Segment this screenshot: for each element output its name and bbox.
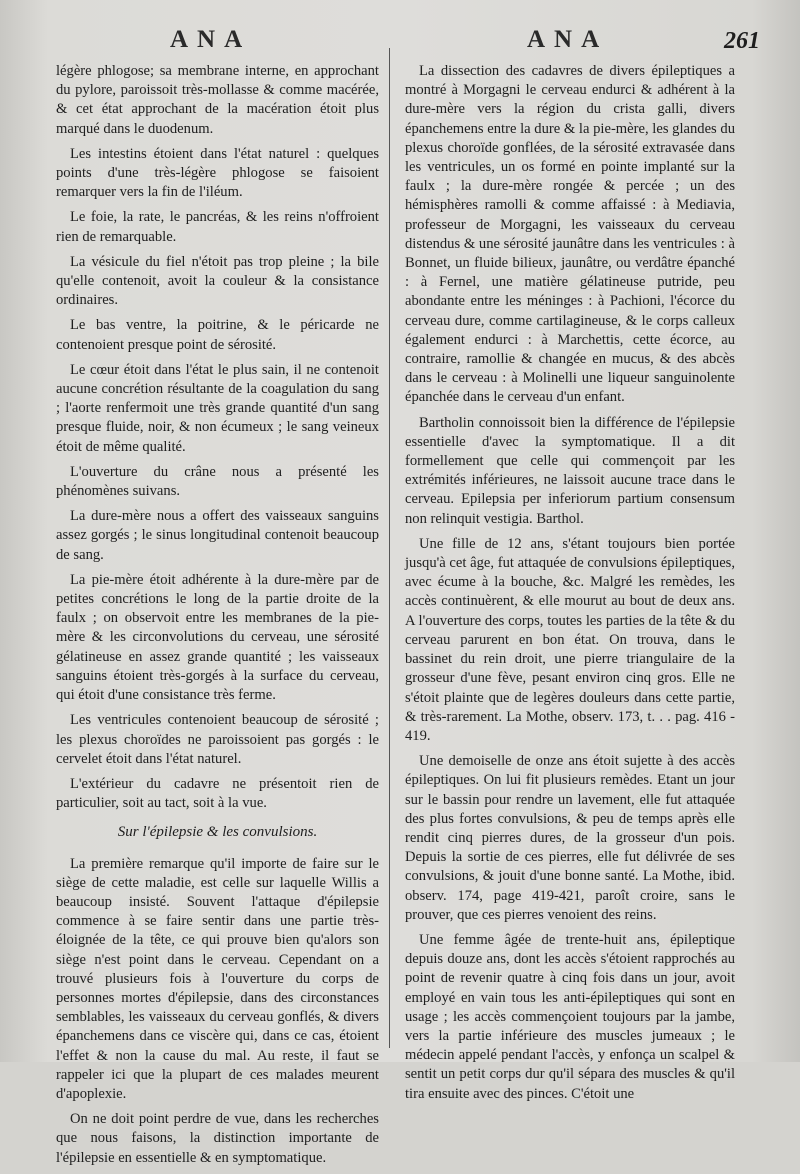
paragraph: Le foie, la rate, le pancréas, & les reins n'offroient rien de remarquable. — [56, 209, 379, 245]
page-number: 261 — [724, 28, 760, 54]
column-divider — [389, 48, 390, 1048]
paragraph: L'extérieur du cadavre ne présentoit rien de particulier, soit au tact, soit à la vue. — [56, 775, 379, 812]
paragraph: Bartholin connoissoit bien la différence de l'épilepsie essentielle d'avec la symptomatique. Il a dit formellement que celle qui commençoit par les extrémités inférieures, ne laissoit aucune trace dans le cerveau. Epilepsia per inferiorum partium consensum non relinquit vestigia. Barthol. — [405, 414, 735, 527]
running-head-left: ANA — [170, 26, 252, 53]
paragraph: Les intestins étoient dans l'état naturel : quelques points d'une très-légère phlogose se faisoient remarquer vers la fin de l'iléum. — [56, 145, 379, 201]
paragraph: légère phlogose; sa membrane interne, en approchant du pylore, paroissoit très-mollasse & comme macérée, & cet état approchant de la macération étoit plus marqué dans le duodenum. — [56, 63, 379, 137]
paragraph: L'ouverture du crâne nous a présenté les phénomènes suivans. — [56, 463, 379, 500]
paragraph: Les ventricules contenoient beaucoup de sérosité ; les plexus choroïdes ne paroissoient pas gorgés : le cervelet étoit dans l'état naturel. — [56, 712, 379, 767]
paragraph: Le cœur étoit dans l'état le plus sain, il ne contenoit aucune concrétion résultante de la coagulation du sang ; l'aorte renfermoit une très grande quantité d'un sang presque fluide, noir, & non écumeux ; le sang veineux étoit de même qualité. — [56, 361, 379, 455]
left-column — [56, 62, 379, 1174]
paragraph: Une femme âgée de trente-huit ans, épileptique depuis douze ans, dont les accès s'étoient rapprochés au point de revenir quatre à cinq fois dans un jour, avoit employé en vain tous les anti-épileptiques qui sont en usage ; les accès commençoient toujours par la jambe, vers la partie inférieure des muscles jumeaux ; le médecin appelé pendant l'accès, y enfonça un scalpel & sentit un petit corps dur qu'il sépara des muscles & qu'il tira ensuite avec des pinces. C'étoit une — [405, 931, 735, 1102]
paragraph: Une fille de 12 ans, s'étant toujours bien portée jusqu'à cet âge, fut attaquée de convulsions épileptiques, avec écume à la bouche, &c. Malgré les remèdes, les accès continuèrent, & elle mourut au bout de deux ans. A l'ouverture des corps, toutes les parties de la tête & du cerveau parurent en bon état. On trouva, dans le bassinet du rein droit, une pierre triangulaire de la grosseur d'une fève, pesant environ cinq gros. Elle ne s'étoit plainte que de legères douleurs dans cette partie, & très-rarement. La Mothe, observ. 173, t. . . pag. 416 - 419. — [405, 535, 735, 744]
paragraph: On ne doit point perdre de vue, dans les recherches que nous faisons, la distinction importante de l'épilepsie en essentielle & en symptomatique. — [56, 1111, 379, 1166]
paragraph: La dissection des cadavres de divers épileptiques a montré à Morgagni le cerveau endurci & adhérent à la dure-mère vers la région du crista galli, divers épanchemens entre la dure & la pie-mère, les glandes du plexus choroïde gonflées, de la sérosité extravasée dans les ventricules, un os formé en pointe implanté sur la faulx ; la dure-mère rongée & percée ; un des hémisphères ramolli & comme affaissé : à Mediavia, professeur de Morgagni, les vaisseaux du cerveau distendus & une sérosité jaunâtre dans les ventricules : à Bonnet, un fluide bilieux, jaunâtre, ou verdâtre épanché : à Fernel, une matière gélatineuse putride, peu abondante entre les méninges : à Pachioni, l'écorce du cerveau dure, comme cartilagineuse, & le corps calleux également endurci : à Marchettis, cette écorce, au contraire, ramollie & changée en mucus, & des abcès dans le cerveau : à Molinelli une liqueur sanguinolente épanchée dans le cerveau d'un enfant. — [405, 63, 735, 406]
right-column — [405, 62, 735, 1110]
paragraph: La vésicule du fiel n'étoit pas trop pleine ; la bile qu'elle contenoit, avoit la couleur & la consistance ordinaires. — [56, 253, 379, 309]
running-head-right: ANA — [527, 26, 609, 53]
paragraph: La pie-mère étoit adhérente à la dure-mère par de petites concrétions le long de la partie droite de la faulx ; on observoit entre les membranes de la pie-mère & les circonvolutions du cerveau, une sérosité gélatineuse en assez grande quantité ; les vaisseaux sanguins étoient très-gorgés à la surface du cerveau, qui étoit d'une consistance très ferme. — [56, 571, 379, 704]
section-heading: Sur l'épilepsie & les convulsions. — [117, 824, 318, 841]
paragraph: Une demoiselle de onze ans étoit sujette à des accès épileptiques. On lui fit plusieurs remèdes. Etant un jour sur le bassin pour rendre un lavement, elle fut attaquée des plus fortes convulsions, & peu de temps après elle rendit cinq pierres dures, de la grosseur d'un pois. Depuis la sortie de ces pierres, elle fut délivrée de ses convulsions, & jouit d'une bonne santé. La Mothe, ibid. observ. 174, page 419-421, paroît croire, sans le prouver, que ces pierres venoient des reins. — [405, 753, 735, 923]
paragraph: Le bas ventre, la poitrine, & le péricarde ne contenoient presque point de sérosité. — [56, 317, 379, 353]
paragraph: La première remarque qu'il importe de faire sur le siège de cette maladie, est celle sur laquelle Willis a beaucoup insisté. Souvent l'attaque d'épilepsie commence à se faire sentir dans une partie très-éloignée de la tête, ce qui prouve bien qu'alors son siège n'est point dans le cerveau. Cependant on a trouvé plusieurs fois à l'ouverture du corps de personnes mortes d'épilepsie, dans des circonstances semblables, les vaisseaux du cerveau gonflés, & divers épanchemens dans ce viscère qui, dans ce cas, étoient l'effet & non la cause du mal. Au reste, il faut se rappeler ici que la plupart de ces malades meurent d'apoplexie. — [56, 855, 379, 1102]
paragraph: La dure-mère nous a offert des vaisseaux sanguins assez gorgés ; le sinus longitudinal contenoit beaucoup de sang. — [56, 508, 379, 563]
